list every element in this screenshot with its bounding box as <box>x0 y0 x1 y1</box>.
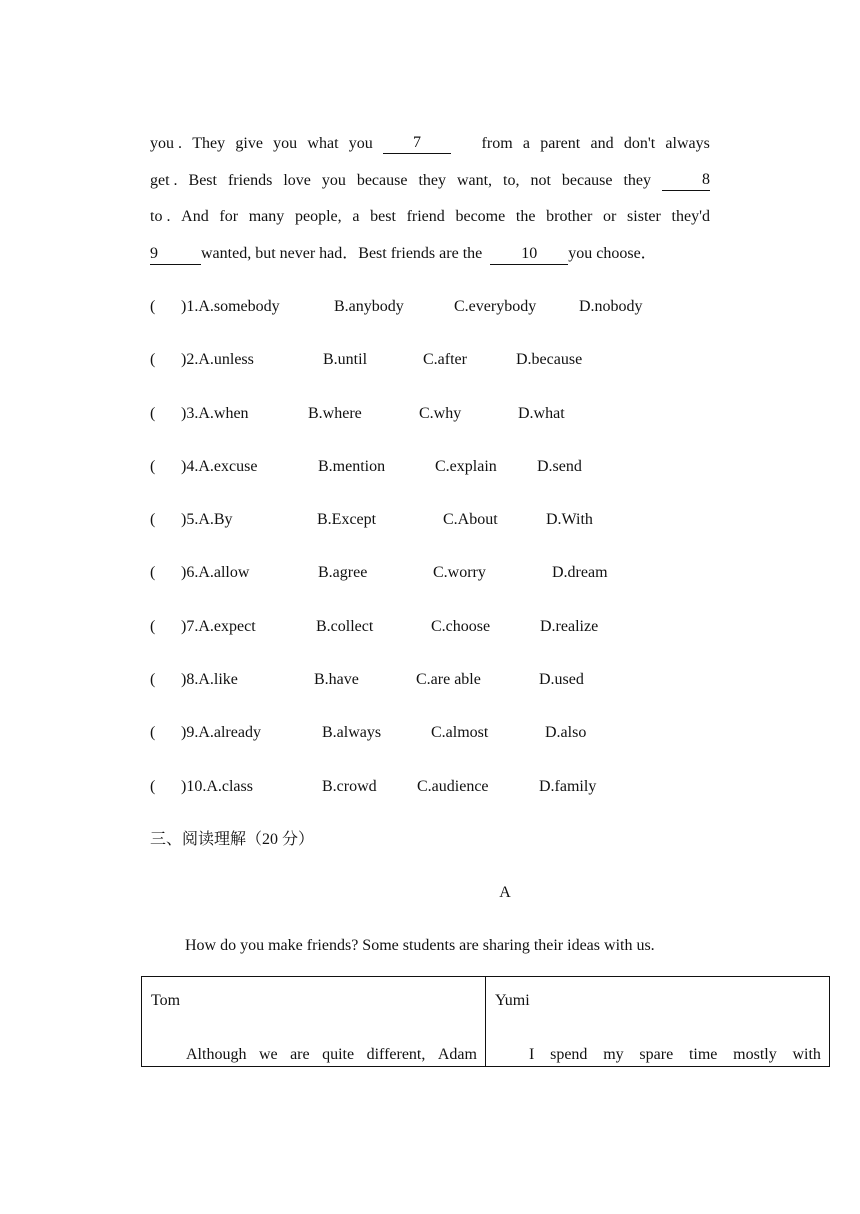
option-a: )9.A.already <box>181 724 261 741</box>
option-d: D.nobody <box>579 298 643 315</box>
word: best <box>370 208 396 225</box>
word: brother <box>546 208 593 225</box>
word: don't <box>623 135 656 152</box>
option-a: )2.A.unless <box>181 351 254 368</box>
option-c: C.are able <box>416 671 481 688</box>
answer-paren[interactable]: ( <box>150 671 156 688</box>
option-c: C.why <box>419 405 462 422</box>
word: for <box>219 208 239 225</box>
word: always <box>665 135 710 152</box>
blank-10: 10 <box>490 244 568 265</box>
passage-text: you choose． <box>568 245 657 262</box>
word: people, <box>294 208 342 225</box>
word: love <box>283 172 311 189</box>
word: they'd <box>671 208 710 225</box>
word: Although <box>186 1046 247 1063</box>
word: friend <box>406 208 445 225</box>
passage-line-2 <box>150 170 710 192</box>
option-a: )5.A.By <box>181 511 233 528</box>
option-c: C.choose <box>431 618 491 635</box>
word: to . <box>150 208 171 225</box>
word: spend <box>550 1046 588 1063</box>
answer-paren[interactable]: ( <box>150 618 156 635</box>
word: time <box>688 1046 718 1063</box>
word: give <box>235 135 263 152</box>
option-b: B.agree <box>318 564 368 581</box>
word: from <box>481 135 513 152</box>
option-c: C.About <box>443 511 498 528</box>
word: we <box>258 1046 278 1063</box>
word: many <box>248 208 285 225</box>
word: not <box>530 172 551 189</box>
word: and <box>590 135 614 152</box>
option-b: B.anybody <box>334 298 404 315</box>
cell-text <box>529 1044 821 1066</box>
word: my <box>603 1046 624 1063</box>
answer-paren[interactable]: ( <box>150 724 156 741</box>
word: a <box>352 208 360 225</box>
word: you <box>348 135 373 152</box>
option-d: D.With <box>546 511 593 528</box>
word: become <box>455 208 506 225</box>
word: Best <box>188 172 217 189</box>
answer-paren[interactable]: ( <box>150 298 156 315</box>
answer-paren[interactable]: ( <box>150 778 156 795</box>
word: you . <box>150 135 182 152</box>
option-c: C.explain <box>435 458 497 475</box>
answer-paren[interactable]: ( <box>150 511 156 528</box>
option-d: D.because <box>516 351 583 368</box>
part-label: A <box>499 884 511 901</box>
blank-9: 9 <box>150 244 201 265</box>
option-b: B.always <box>322 724 382 741</box>
word: different, <box>366 1046 426 1063</box>
word: a <box>522 135 530 152</box>
option-d: D.also <box>545 724 587 741</box>
student-name: Tom <box>151 992 181 1009</box>
option-d: D.dream <box>552 564 608 581</box>
word: I <box>529 1046 535 1063</box>
option-d: D.what <box>518 405 565 422</box>
word: you <box>273 135 298 152</box>
word: with <box>792 1046 821 1063</box>
word: spare <box>639 1046 674 1063</box>
passage-line-1 <box>150 133 710 155</box>
option-a: )3.A.when <box>181 405 249 422</box>
word: what <box>307 135 339 152</box>
option-d: D.realize <box>540 618 599 635</box>
option-b: B.Except <box>317 511 377 528</box>
word: quite <box>322 1046 355 1063</box>
word: the <box>515 208 536 225</box>
word: friends <box>227 172 273 189</box>
option-a: )4.A.excuse <box>181 458 258 475</box>
option-b: B.crowd <box>322 778 377 795</box>
option-a: )1.A.somebody <box>181 298 280 315</box>
option-c: C.audience <box>417 778 489 795</box>
word: you <box>321 172 346 189</box>
word: to, <box>503 172 520 189</box>
word: because <box>356 172 408 189</box>
word: sister <box>627 208 661 225</box>
word: Adam <box>437 1046 477 1063</box>
option-a: )7.A.expect <box>181 618 256 635</box>
answer-paren[interactable]: ( <box>150 405 156 422</box>
word: And <box>181 208 209 225</box>
answer-paren[interactable]: ( <box>150 458 156 475</box>
word: parent <box>540 135 581 152</box>
blank-8: 8 <box>662 170 710 191</box>
option-d: D.send <box>537 458 582 475</box>
student-name: Yumi <box>495 992 530 1009</box>
opinion-table <box>141 976 830 1067</box>
table-cell-tom <box>142 977 486 1066</box>
option-a: )6.A.allow <box>181 564 250 581</box>
blank-7: 7 <box>383 133 451 154</box>
option-c: C.almost <box>431 724 489 741</box>
option-d: D.used <box>539 671 584 688</box>
option-b: B.where <box>308 405 362 422</box>
word: want, <box>456 172 493 189</box>
option-b: B.until <box>323 351 368 368</box>
word: or <box>603 208 617 225</box>
word: because <box>561 172 613 189</box>
passage-line-4 <box>150 243 710 265</box>
word: get . <box>150 172 178 189</box>
word: They <box>192 135 226 152</box>
section-heading: 三、阅读理解（20 分） <box>150 831 315 848</box>
table-cell-yumi <box>486 977 829 1066</box>
option-b: B.mention <box>318 458 386 475</box>
passage-text: wanted, but never had．Best friends are the <box>201 245 483 262</box>
option-c: C.everybody <box>454 298 537 315</box>
word: they <box>623 172 652 189</box>
cell-text <box>186 1044 477 1066</box>
answer-paren[interactable]: ( <box>150 564 156 581</box>
option-a: )8.A.like <box>181 671 238 688</box>
option-b: B.have <box>314 671 359 688</box>
word: they <box>418 172 446 189</box>
option-a: )10.A.class <box>181 778 253 795</box>
option-c: C.worry <box>433 564 486 581</box>
answer-paren[interactable]: ( <box>150 351 156 368</box>
section-intro: How do you make friends? Some students are sharing their ideas with us. <box>185 937 655 954</box>
word: are <box>290 1046 310 1063</box>
option-d: D.family <box>539 778 597 795</box>
word: mostly <box>733 1046 777 1063</box>
option-c: C.after <box>423 351 467 368</box>
option-b: B.collect <box>316 618 374 635</box>
passage-line-3 <box>150 206 710 228</box>
